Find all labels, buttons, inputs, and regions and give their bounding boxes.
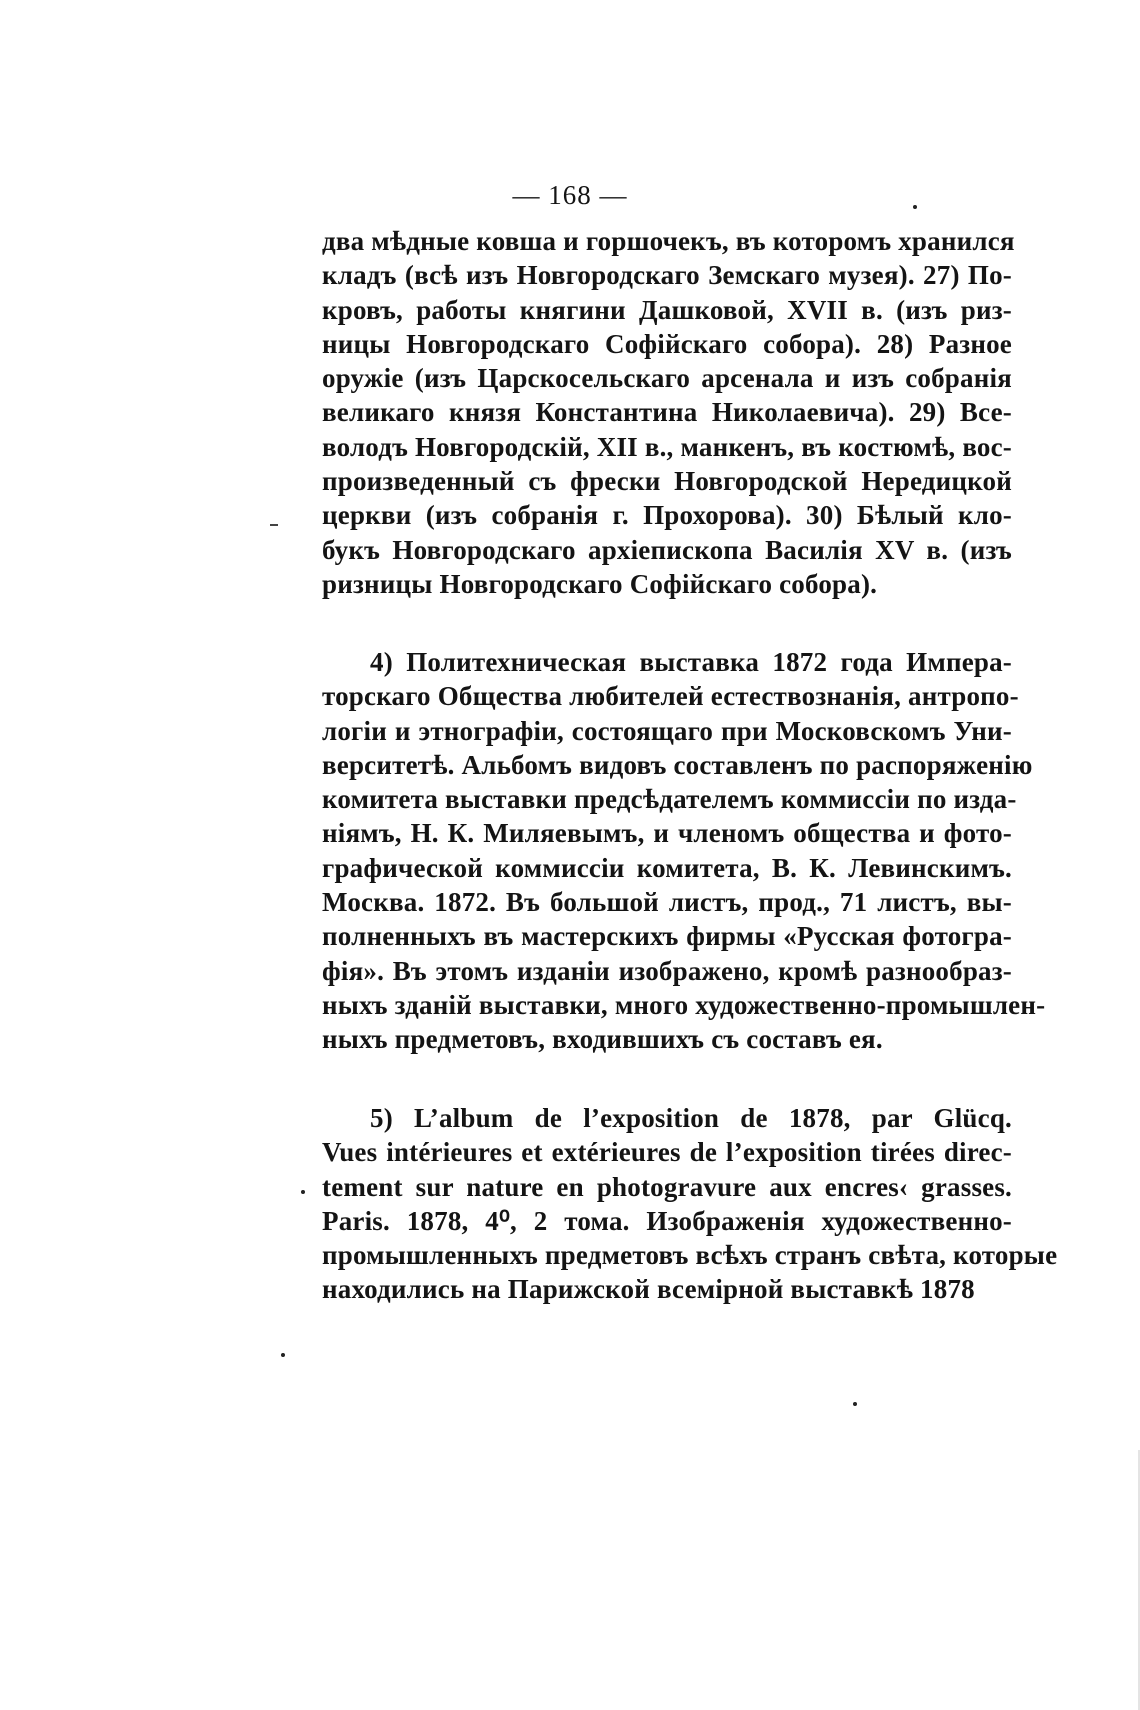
text-line: великаго князя Константина Николаевича). 29) Все-: [322, 397, 1012, 428]
text-line: кровъ, работы княгини Дашковой, XVII в. (изъ риз-: [322, 294, 1012, 325]
text-line: Москва. 1872. Въ большой листъ, прод., 71 листъ, вы-: [322, 887, 1012, 918]
text-line: володъ Новгородскій, XII в., манкенъ, въ костюмѣ, вос-: [322, 431, 1012, 462]
text-line: Paris. 1878, 4⁰, 2 тома. Изображенія художественно-: [322, 1205, 1012, 1236]
text-line: торскаго Общества любителей естествознанія, антропо-: [322, 681, 1019, 712]
text-line: 5) L’album de l’exposition de 1878, par Glücq.: [370, 1103, 1012, 1133]
text-line: букъ Новгородскаго архіепископа Василія XV в. (изъ: [322, 534, 1012, 565]
text-line: верситетѣ. Альбомъ видовъ составленъ по распоряженію: [322, 749, 1033, 780]
scan-speck: [913, 205, 917, 209]
text-line: ніямъ, Н. К. Миляевымъ, и членомъ общества и фото-: [322, 818, 1012, 849]
text-line: оружіе (изъ Царскосельскаго арсенала и изъ собранія: [322, 363, 1012, 394]
text-line: ныхъ зданій выставки, много художественно-промышлен-: [322, 989, 1046, 1020]
text-line: находились на Парижской всемірной выставкѣ 1878: [322, 1274, 975, 1305]
text-line: полненныхъ въ мастерскихъ фирмы «Русская фотогра-: [322, 921, 1012, 952]
scan-speck: [301, 1190, 305, 1194]
text-line: фія». Въ этомъ изданіи изображено, кромѣ разнообраз-: [322, 955, 1012, 986]
text-line: произведенный съ фрески Новгородской Нередицкой: [322, 466, 1012, 497]
text-line: промышленныхъ предметовъ всѣхъ странъ свѣта, которые: [322, 1240, 1058, 1271]
paragraph-3: [322, 1101, 1058, 1307]
text-line: церкви (изъ собранія г. Прохорова). 30) Бѣлый кло-: [322, 500, 1012, 531]
text-line: два мѣдные ковша и горшочекъ, въ которомъ хранился: [322, 226, 1015, 256]
scan-speck: [270, 524, 278, 526]
text-line: логіи и этнографіи, состоящаго при Московскомъ Уни-: [322, 715, 1012, 746]
text-line: графической коммиссіи комитета, В. К. Левинскимъ.: [322, 852, 1012, 883]
text-line: комитета выставки предсѣдателемъ коммиссіи по изда-: [322, 784, 1017, 815]
text-line: 4) Политехническая выставка 1872 года Импера-: [370, 647, 1012, 677]
text-line: ныхъ предметовъ, входившихъ съ составъ ея.: [322, 1024, 883, 1055]
page-number: — 168 —: [512, 180, 628, 210]
text-line: Vues intérieures et extérieures de l’exposition tirées direc-: [322, 1137, 1012, 1168]
text-line: ризницы Новгородскаго Софійскаго собора).: [322, 568, 878, 599]
text-line: tement sur nature en photogravure aux encres‹ grasses.: [322, 1171, 1012, 1202]
scan-speck: [853, 1402, 857, 1406]
scan-speck: [281, 1353, 285, 1357]
paragraph-1: [322, 224, 1015, 601]
text-line: ницы Новгородскаго Софійскаго собора). 28) Разное: [322, 328, 1012, 359]
paragraph-2: [322, 645, 1046, 1057]
text-line: кладъ (всѣ изъ Новгородскаго Земскаго музея). 27) По-: [322, 260, 1012, 291]
